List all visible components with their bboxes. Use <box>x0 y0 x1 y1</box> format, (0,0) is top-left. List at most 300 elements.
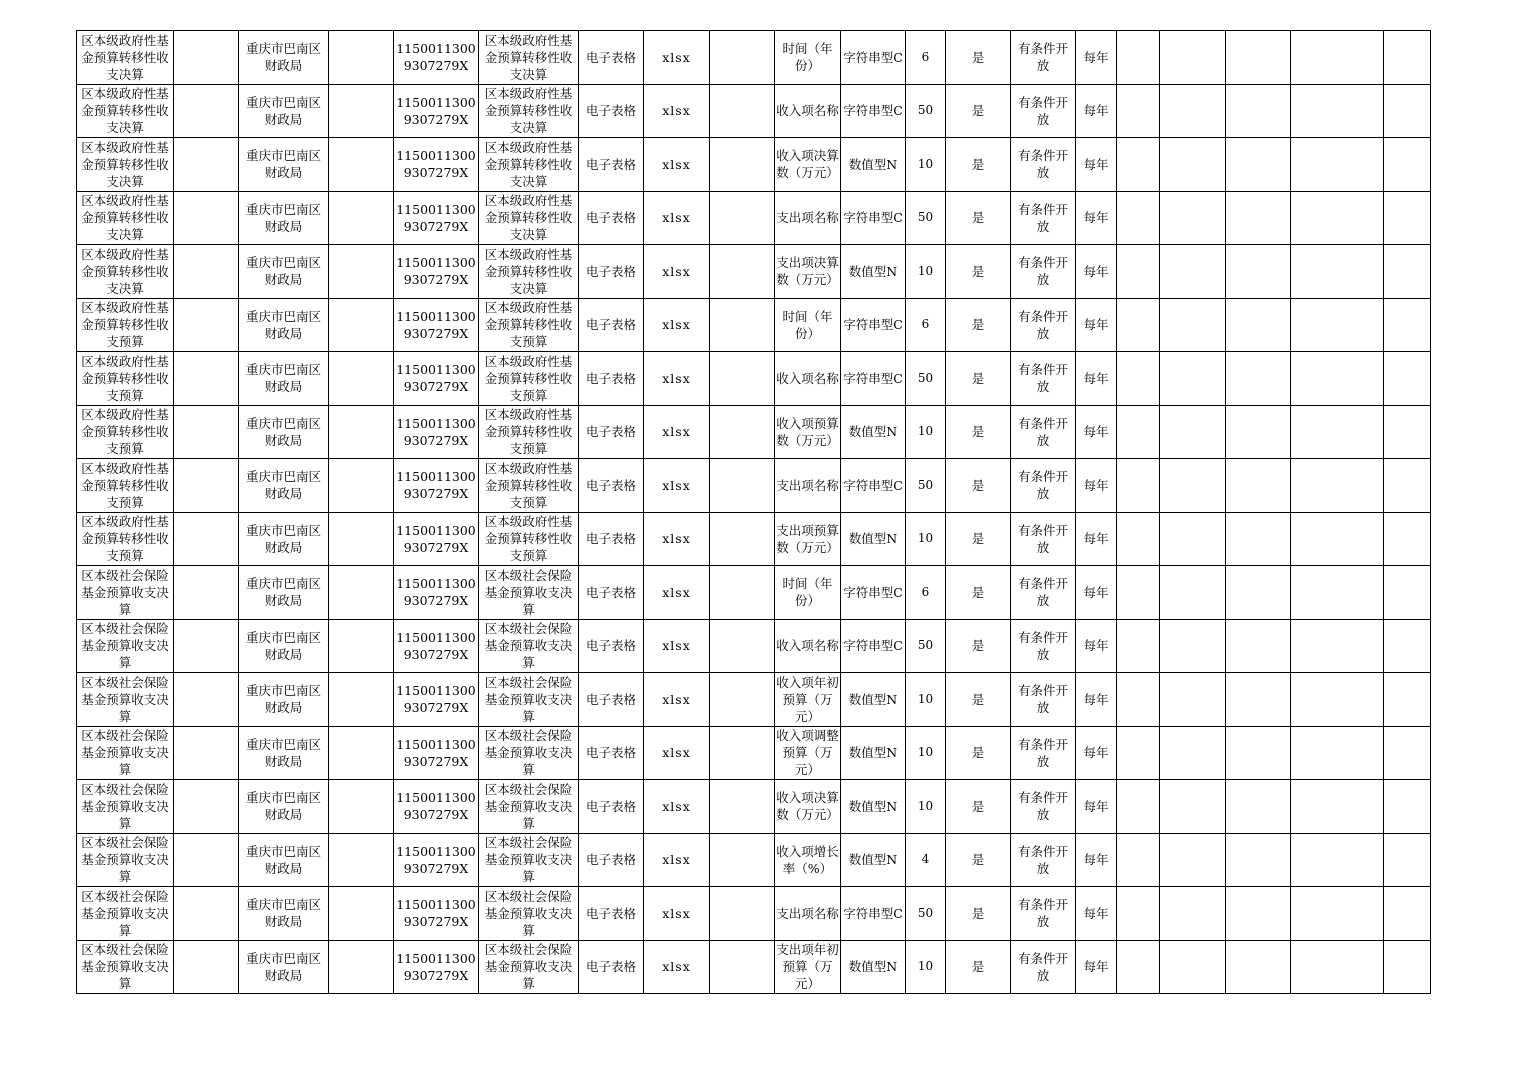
cell-blank-col-2 <box>174 459 239 513</box>
cell-is-required: 是 <box>946 673 1011 727</box>
cell-blank-col-16 <box>1117 887 1160 941</box>
cell-blank-col-17 <box>1160 833 1226 887</box>
cell-blank-col-17 <box>1160 31 1226 85</box>
cell-blank-col-9 <box>710 84 775 138</box>
cell-update-cycle: 每年 <box>1076 833 1117 887</box>
cell-info-item-resource: 区本级政府性基金预算转移性收支决算 <box>479 84 579 138</box>
cell-file-format: xlsx <box>644 780 710 834</box>
cell-open-type: 有条件开放 <box>1011 726 1076 780</box>
cell-blank-col-16 <box>1117 405 1160 459</box>
cell-blank-col-9 <box>710 887 775 941</box>
cell-format-type: 电子表格 <box>579 459 644 513</box>
cell-resource-name: 区本级社会保险基金预算收支决算 <box>77 940 174 994</box>
cell-resource-name: 区本级政府性基金预算转移性收支决算 <box>77 138 174 192</box>
cell-blank-col-19 <box>1291 31 1384 85</box>
cell-format-type: 电子表格 <box>579 673 644 727</box>
cell-field-length: 10 <box>906 673 946 727</box>
cell-credit-code: 11500113009307279X <box>394 245 479 299</box>
cell-blank-col-19 <box>1291 780 1384 834</box>
cell-blank-col-9 <box>710 833 775 887</box>
cell-format-type: 电子表格 <box>579 84 644 138</box>
cell-blank-col-9 <box>710 191 775 245</box>
catalog-table <box>76 30 1431 994</box>
cell-blank-col-20 <box>1384 191 1431 245</box>
cell-resource-name: 区本级政府性基金预算转移性收支预算 <box>77 512 174 566</box>
cell-blank-col-18 <box>1226 352 1291 406</box>
cell-provider: 重庆市巴南区财政局 <box>239 298 329 352</box>
cell-blank-col-18 <box>1226 84 1291 138</box>
cell-open-type: 有条件开放 <box>1011 833 1076 887</box>
cell-blank-col-20 <box>1384 138 1431 192</box>
cell-credit-code: 11500113009307279X <box>394 459 479 513</box>
cell-file-format: xlsx <box>644 138 710 192</box>
cell-blank-col-16 <box>1117 84 1160 138</box>
cell-blank-col-4 <box>329 31 394 85</box>
cell-field-name: 收入项决算数（万元） <box>775 138 841 192</box>
cell-credit-code: 11500113009307279X <box>394 619 479 673</box>
cell-blank-col-18 <box>1226 245 1291 299</box>
cell-blank-col-19 <box>1291 833 1384 887</box>
cell-is-required: 是 <box>946 405 1011 459</box>
cell-resource-name: 区本级社会保险基金预算收支决算 <box>77 887 174 941</box>
cell-format-type: 电子表格 <box>579 138 644 192</box>
cell-open-type: 有条件开放 <box>1011 940 1076 994</box>
cell-blank-col-4 <box>329 138 394 192</box>
cell-blank-col-4 <box>329 84 394 138</box>
cell-resource-name: 区本级政府性基金预算转移性收支决算 <box>77 84 174 138</box>
cell-blank-col-20 <box>1384 940 1431 994</box>
cell-provider: 重庆市巴南区财政局 <box>239 726 329 780</box>
cell-credit-code: 11500113009307279X <box>394 352 479 406</box>
cell-field-length: 6 <box>906 298 946 352</box>
cell-open-type: 有条件开放 <box>1011 512 1076 566</box>
cell-field-length: 50 <box>906 619 946 673</box>
cell-is-required: 是 <box>946 191 1011 245</box>
cell-blank-col-19 <box>1291 566 1384 620</box>
cell-provider: 重庆市巴南区财政局 <box>239 138 329 192</box>
cell-resource-name: 区本级社会保险基金预算收支决算 <box>77 566 174 620</box>
cell-update-cycle: 每年 <box>1076 352 1117 406</box>
cell-file-format: xlsx <box>644 84 710 138</box>
cell-field-length: 6 <box>906 566 946 620</box>
cell-blank-col-4 <box>329 780 394 834</box>
cell-blank-col-18 <box>1226 673 1291 727</box>
cell-blank-col-9 <box>710 780 775 834</box>
cell-credit-code: 11500113009307279X <box>394 833 479 887</box>
cell-blank-col-17 <box>1160 726 1226 780</box>
cell-blank-col-16 <box>1117 138 1160 192</box>
table-row <box>77 780 1431 834</box>
cell-data-type: 字符串型C <box>841 31 906 85</box>
cell-data-type: 数值型N <box>841 940 906 994</box>
cell-format-type: 电子表格 <box>579 940 644 994</box>
cell-blank-col-9 <box>710 245 775 299</box>
cell-blank-col-19 <box>1291 940 1384 994</box>
cell-provider: 重庆市巴南区财政局 <box>239 619 329 673</box>
cell-blank-col-18 <box>1226 298 1291 352</box>
cell-format-type: 电子表格 <box>579 191 644 245</box>
cell-blank-col-18 <box>1226 940 1291 994</box>
cell-blank-col-20 <box>1384 245 1431 299</box>
cell-field-length: 10 <box>906 780 946 834</box>
cell-blank-col-20 <box>1384 352 1431 406</box>
cell-info-item-resource: 区本级政府性基金预算转移性收支决算 <box>479 31 579 85</box>
cell-blank-col-9 <box>710 619 775 673</box>
cell-open-type: 有条件开放 <box>1011 31 1076 85</box>
cell-format-type: 电子表格 <box>579 405 644 459</box>
cell-blank-col-2 <box>174 31 239 85</box>
cell-is-required: 是 <box>946 352 1011 406</box>
cell-field-name: 收入项年初预算（万元） <box>775 673 841 727</box>
cell-update-cycle: 每年 <box>1076 566 1117 620</box>
cell-blank-col-2 <box>174 405 239 459</box>
cell-field-name: 时间（年份） <box>775 31 841 85</box>
cell-data-type: 字符串型C <box>841 298 906 352</box>
cell-provider: 重庆市巴南区财政局 <box>239 459 329 513</box>
cell-is-required: 是 <box>946 726 1011 780</box>
cell-format-type: 电子表格 <box>579 31 644 85</box>
cell-format-type: 电子表格 <box>579 245 644 299</box>
cell-data-type: 数值型N <box>841 673 906 727</box>
cell-file-format: xlsx <box>644 887 710 941</box>
cell-is-required: 是 <box>946 459 1011 513</box>
cell-info-item-resource: 区本级政府性基金预算转移性收支预算 <box>479 512 579 566</box>
cell-provider: 重庆市巴南区财政局 <box>239 673 329 727</box>
table-row <box>77 673 1431 727</box>
cell-info-item-resource: 区本级社会保险基金预算收支决算 <box>479 780 579 834</box>
cell-field-length: 50 <box>906 352 946 406</box>
cell-blank-col-2 <box>174 780 239 834</box>
cell-blank-col-16 <box>1117 726 1160 780</box>
cell-field-name: 收入项名称 <box>775 619 841 673</box>
cell-blank-col-2 <box>174 887 239 941</box>
cell-data-type: 字符串型C <box>841 191 906 245</box>
cell-info-item-resource: 区本级政府性基金预算转移性收支预算 <box>479 405 579 459</box>
cell-blank-col-20 <box>1384 673 1431 727</box>
cell-data-type: 数值型N <box>841 405 906 459</box>
cell-data-type: 字符串型C <box>841 352 906 406</box>
cell-blank-col-9 <box>710 405 775 459</box>
cell-file-format: xlsx <box>644 31 710 85</box>
cell-provider: 重庆市巴南区财政局 <box>239 566 329 620</box>
cell-field-name: 收入项增长率（%） <box>775 833 841 887</box>
cell-is-required: 是 <box>946 887 1011 941</box>
cell-blank-col-9 <box>710 31 775 85</box>
cell-credit-code: 11500113009307279X <box>394 566 479 620</box>
cell-update-cycle: 每年 <box>1076 138 1117 192</box>
cell-is-required: 是 <box>946 245 1011 299</box>
cell-blank-col-17 <box>1160 940 1226 994</box>
cell-field-length: 10 <box>906 245 946 299</box>
cell-data-type: 字符串型C <box>841 887 906 941</box>
cell-credit-code: 11500113009307279X <box>394 726 479 780</box>
cell-file-format: xlsx <box>644 619 710 673</box>
cell-credit-code: 11500113009307279X <box>394 191 479 245</box>
cell-blank-col-4 <box>329 405 394 459</box>
cell-blank-col-2 <box>174 298 239 352</box>
cell-blank-col-19 <box>1291 298 1384 352</box>
cell-provider: 重庆市巴南区财政局 <box>239 780 329 834</box>
cell-info-item-resource: 区本级政府性基金预算转移性收支预算 <box>479 298 579 352</box>
cell-resource-name: 区本级社会保险基金预算收支决算 <box>77 726 174 780</box>
cell-update-cycle: 每年 <box>1076 673 1117 727</box>
cell-field-name: 时间（年份） <box>775 566 841 620</box>
cell-blank-col-17 <box>1160 138 1226 192</box>
cell-resource-name: 区本级政府性基金预算转移性收支预算 <box>77 459 174 513</box>
cell-blank-col-2 <box>174 191 239 245</box>
cell-credit-code: 11500113009307279X <box>394 673 479 727</box>
cell-blank-col-17 <box>1160 566 1226 620</box>
cell-resource-name: 区本级社会保险基金预算收支决算 <box>77 673 174 727</box>
cell-blank-col-18 <box>1226 887 1291 941</box>
cell-update-cycle: 每年 <box>1076 780 1117 834</box>
cell-credit-code: 11500113009307279X <box>394 31 479 85</box>
cell-blank-col-18 <box>1226 459 1291 513</box>
cell-file-format: xlsx <box>644 726 710 780</box>
cell-provider: 重庆市巴南区财政局 <box>239 940 329 994</box>
cell-blank-col-16 <box>1117 833 1160 887</box>
cell-field-length: 10 <box>906 512 946 566</box>
cell-provider: 重庆市巴南区财政局 <box>239 887 329 941</box>
cell-field-length: 10 <box>906 138 946 192</box>
cell-format-type: 电子表格 <box>579 566 644 620</box>
cell-file-format: xlsx <box>644 405 710 459</box>
cell-field-length: 10 <box>906 726 946 780</box>
cell-blank-col-20 <box>1384 512 1431 566</box>
table-row <box>77 887 1431 941</box>
cell-blank-col-19 <box>1291 138 1384 192</box>
cell-blank-col-18 <box>1226 191 1291 245</box>
cell-credit-code: 11500113009307279X <box>394 138 479 192</box>
cell-is-required: 是 <box>946 512 1011 566</box>
cell-resource-name: 区本级社会保险基金预算收支决算 <box>77 780 174 834</box>
cell-is-required: 是 <box>946 566 1011 620</box>
cell-provider: 重庆市巴南区财政局 <box>239 191 329 245</box>
cell-blank-col-9 <box>710 940 775 994</box>
cell-credit-code: 11500113009307279X <box>394 512 479 566</box>
cell-blank-col-9 <box>710 138 775 192</box>
cell-blank-col-19 <box>1291 619 1384 673</box>
cell-update-cycle: 每年 <box>1076 619 1117 673</box>
cell-open-type: 有条件开放 <box>1011 673 1076 727</box>
cell-format-type: 电子表格 <box>579 887 644 941</box>
cell-open-type: 有条件开放 <box>1011 619 1076 673</box>
cell-blank-col-20 <box>1384 84 1431 138</box>
cell-blank-col-16 <box>1117 940 1160 994</box>
cell-open-type: 有条件开放 <box>1011 566 1076 620</box>
table-row <box>77 405 1431 459</box>
cell-blank-col-2 <box>174 566 239 620</box>
cell-credit-code: 11500113009307279X <box>394 940 479 994</box>
cell-file-format: xlsx <box>644 940 710 994</box>
cell-blank-col-2 <box>174 619 239 673</box>
cell-blank-col-2 <box>174 726 239 780</box>
table-row <box>77 245 1431 299</box>
cell-blank-col-2 <box>174 512 239 566</box>
cell-blank-col-4 <box>329 887 394 941</box>
cell-blank-col-17 <box>1160 245 1226 299</box>
cell-blank-col-17 <box>1160 673 1226 727</box>
table-row <box>77 31 1431 85</box>
cell-blank-col-16 <box>1117 566 1160 620</box>
cell-field-name: 收入项名称 <box>775 352 841 406</box>
cell-credit-code: 11500113009307279X <box>394 84 479 138</box>
cell-blank-col-18 <box>1226 619 1291 673</box>
cell-blank-col-9 <box>710 566 775 620</box>
cell-blank-col-4 <box>329 673 394 727</box>
cell-blank-col-16 <box>1117 619 1160 673</box>
cell-field-name: 支出项名称 <box>775 459 841 513</box>
cell-file-format: xlsx <box>644 566 710 620</box>
cell-blank-col-18 <box>1226 138 1291 192</box>
cell-update-cycle: 每年 <box>1076 405 1117 459</box>
cell-open-type: 有条件开放 <box>1011 298 1076 352</box>
cell-blank-col-2 <box>174 245 239 299</box>
cell-blank-col-16 <box>1117 459 1160 513</box>
cell-data-type: 字符串型C <box>841 566 906 620</box>
cell-provider: 重庆市巴南区财政局 <box>239 833 329 887</box>
cell-resource-name: 区本级社会保险基金预算收支决算 <box>77 619 174 673</box>
cell-is-required: 是 <box>946 138 1011 192</box>
cell-blank-col-17 <box>1160 459 1226 513</box>
cell-blank-col-4 <box>329 191 394 245</box>
cell-blank-col-9 <box>710 352 775 406</box>
cell-format-type: 电子表格 <box>579 780 644 834</box>
cell-blank-col-4 <box>329 459 394 513</box>
cell-info-item-resource: 区本级政府性基金预算转移性收支决算 <box>479 191 579 245</box>
cell-resource-name: 区本级政府性基金预算转移性收支预算 <box>77 405 174 459</box>
cell-blank-col-4 <box>329 566 394 620</box>
cell-blank-col-2 <box>174 833 239 887</box>
cell-blank-col-18 <box>1226 512 1291 566</box>
cell-is-required: 是 <box>946 833 1011 887</box>
cell-blank-col-4 <box>329 833 394 887</box>
cell-blank-col-19 <box>1291 405 1384 459</box>
cell-field-length: 6 <box>906 31 946 85</box>
cell-resource-name: 区本级政府性基金预算转移性收支预算 <box>77 298 174 352</box>
cell-blank-col-2 <box>174 84 239 138</box>
table-row <box>77 726 1431 780</box>
cell-field-name: 收入项名称 <box>775 84 841 138</box>
table-row <box>77 191 1431 245</box>
cell-blank-col-17 <box>1160 352 1226 406</box>
cell-blank-col-20 <box>1384 887 1431 941</box>
cell-info-item-resource: 区本级政府性基金预算转移性收支预算 <box>479 459 579 513</box>
cell-provider: 重庆市巴南区财政局 <box>239 352 329 406</box>
cell-credit-code: 11500113009307279X <box>394 780 479 834</box>
cell-blank-col-9 <box>710 673 775 727</box>
cell-blank-col-16 <box>1117 191 1160 245</box>
cell-format-type: 电子表格 <box>579 298 644 352</box>
cell-update-cycle: 每年 <box>1076 245 1117 299</box>
cell-blank-col-4 <box>329 352 394 406</box>
cell-blank-col-17 <box>1160 887 1226 941</box>
cell-resource-name: 区本级政府性基金预算转移性收支预算 <box>77 352 174 406</box>
cell-data-type: 数值型N <box>841 833 906 887</box>
cell-info-item-resource: 区本级政府性基金预算转移性收支预算 <box>479 352 579 406</box>
cell-file-format: xlsx <box>644 833 710 887</box>
cell-info-item-resource: 区本级社会保险基金预算收支决算 <box>479 887 579 941</box>
cell-open-type: 有条件开放 <box>1011 887 1076 941</box>
cell-blank-col-20 <box>1384 566 1431 620</box>
cell-blank-col-20 <box>1384 459 1431 513</box>
table-row <box>77 619 1431 673</box>
table-row <box>77 512 1431 566</box>
cell-blank-col-19 <box>1291 352 1384 406</box>
cell-data-type: 数值型N <box>841 138 906 192</box>
cell-blank-col-4 <box>329 619 394 673</box>
cell-credit-code: 11500113009307279X <box>394 405 479 459</box>
cell-blank-col-4 <box>329 726 394 780</box>
cell-update-cycle: 每年 <box>1076 887 1117 941</box>
cell-blank-col-18 <box>1226 566 1291 620</box>
cell-blank-col-19 <box>1291 84 1384 138</box>
cell-is-required: 是 <box>946 940 1011 994</box>
table-row <box>77 298 1431 352</box>
table-row <box>77 84 1431 138</box>
cell-field-length: 50 <box>906 84 946 138</box>
cell-open-type: 有条件开放 <box>1011 84 1076 138</box>
cell-blank-col-4 <box>329 940 394 994</box>
cell-info-item-resource: 区本级社会保险基金预算收支决算 <box>479 726 579 780</box>
cell-is-required: 是 <box>946 780 1011 834</box>
cell-format-type: 电子表格 <box>579 619 644 673</box>
cell-blank-col-9 <box>710 512 775 566</box>
cell-format-type: 电子表格 <box>579 726 644 780</box>
cell-format-type: 电子表格 <box>579 833 644 887</box>
cell-blank-col-16 <box>1117 245 1160 299</box>
cell-info-item-resource: 区本级社会保险基金预算收支决算 <box>479 940 579 994</box>
cell-blank-col-9 <box>710 726 775 780</box>
cell-file-format: xlsx <box>644 673 710 727</box>
cell-blank-col-17 <box>1160 191 1226 245</box>
cell-field-length: 50 <box>906 887 946 941</box>
cell-info-item-resource: 区本级政府性基金预算转移性收支决算 <box>479 138 579 192</box>
cell-info-item-resource: 区本级社会保险基金预算收支决算 <box>479 566 579 620</box>
cell-blank-col-20 <box>1384 780 1431 834</box>
cell-blank-col-20 <box>1384 619 1431 673</box>
cell-data-type: 数值型N <box>841 512 906 566</box>
cell-update-cycle: 每年 <box>1076 726 1117 780</box>
cell-blank-col-16 <box>1117 780 1160 834</box>
cell-provider: 重庆市巴南区财政局 <box>239 84 329 138</box>
cell-field-name: 收入项调整预算（万元） <box>775 726 841 780</box>
cell-update-cycle: 每年 <box>1076 512 1117 566</box>
cell-open-type: 有条件开放 <box>1011 459 1076 513</box>
cell-open-type: 有条件开放 <box>1011 191 1076 245</box>
cell-file-format: xlsx <box>644 352 710 406</box>
cell-blank-col-4 <box>329 245 394 299</box>
cell-credit-code: 11500113009307279X <box>394 887 479 941</box>
cell-field-name: 支出项年初预算（万元） <box>775 940 841 994</box>
cell-blank-col-20 <box>1384 31 1431 85</box>
cell-data-type: 数值型N <box>841 780 906 834</box>
cell-blank-col-2 <box>174 673 239 727</box>
cell-blank-col-18 <box>1226 780 1291 834</box>
cell-resource-name: 区本级政府性基金预算转移性收支决算 <box>77 191 174 245</box>
cell-info-item-resource: 区本级政府性基金预算转移性收支决算 <box>479 245 579 299</box>
cell-open-type: 有条件开放 <box>1011 352 1076 406</box>
table-row <box>77 940 1431 994</box>
cell-blank-col-16 <box>1117 512 1160 566</box>
cell-blank-col-19 <box>1291 887 1384 941</box>
cell-file-format: xlsx <box>644 191 710 245</box>
cell-blank-col-17 <box>1160 512 1226 566</box>
cell-blank-col-19 <box>1291 191 1384 245</box>
cell-blank-col-20 <box>1384 833 1431 887</box>
cell-field-length: 10 <box>906 405 946 459</box>
cell-open-type: 有条件开放 <box>1011 245 1076 299</box>
